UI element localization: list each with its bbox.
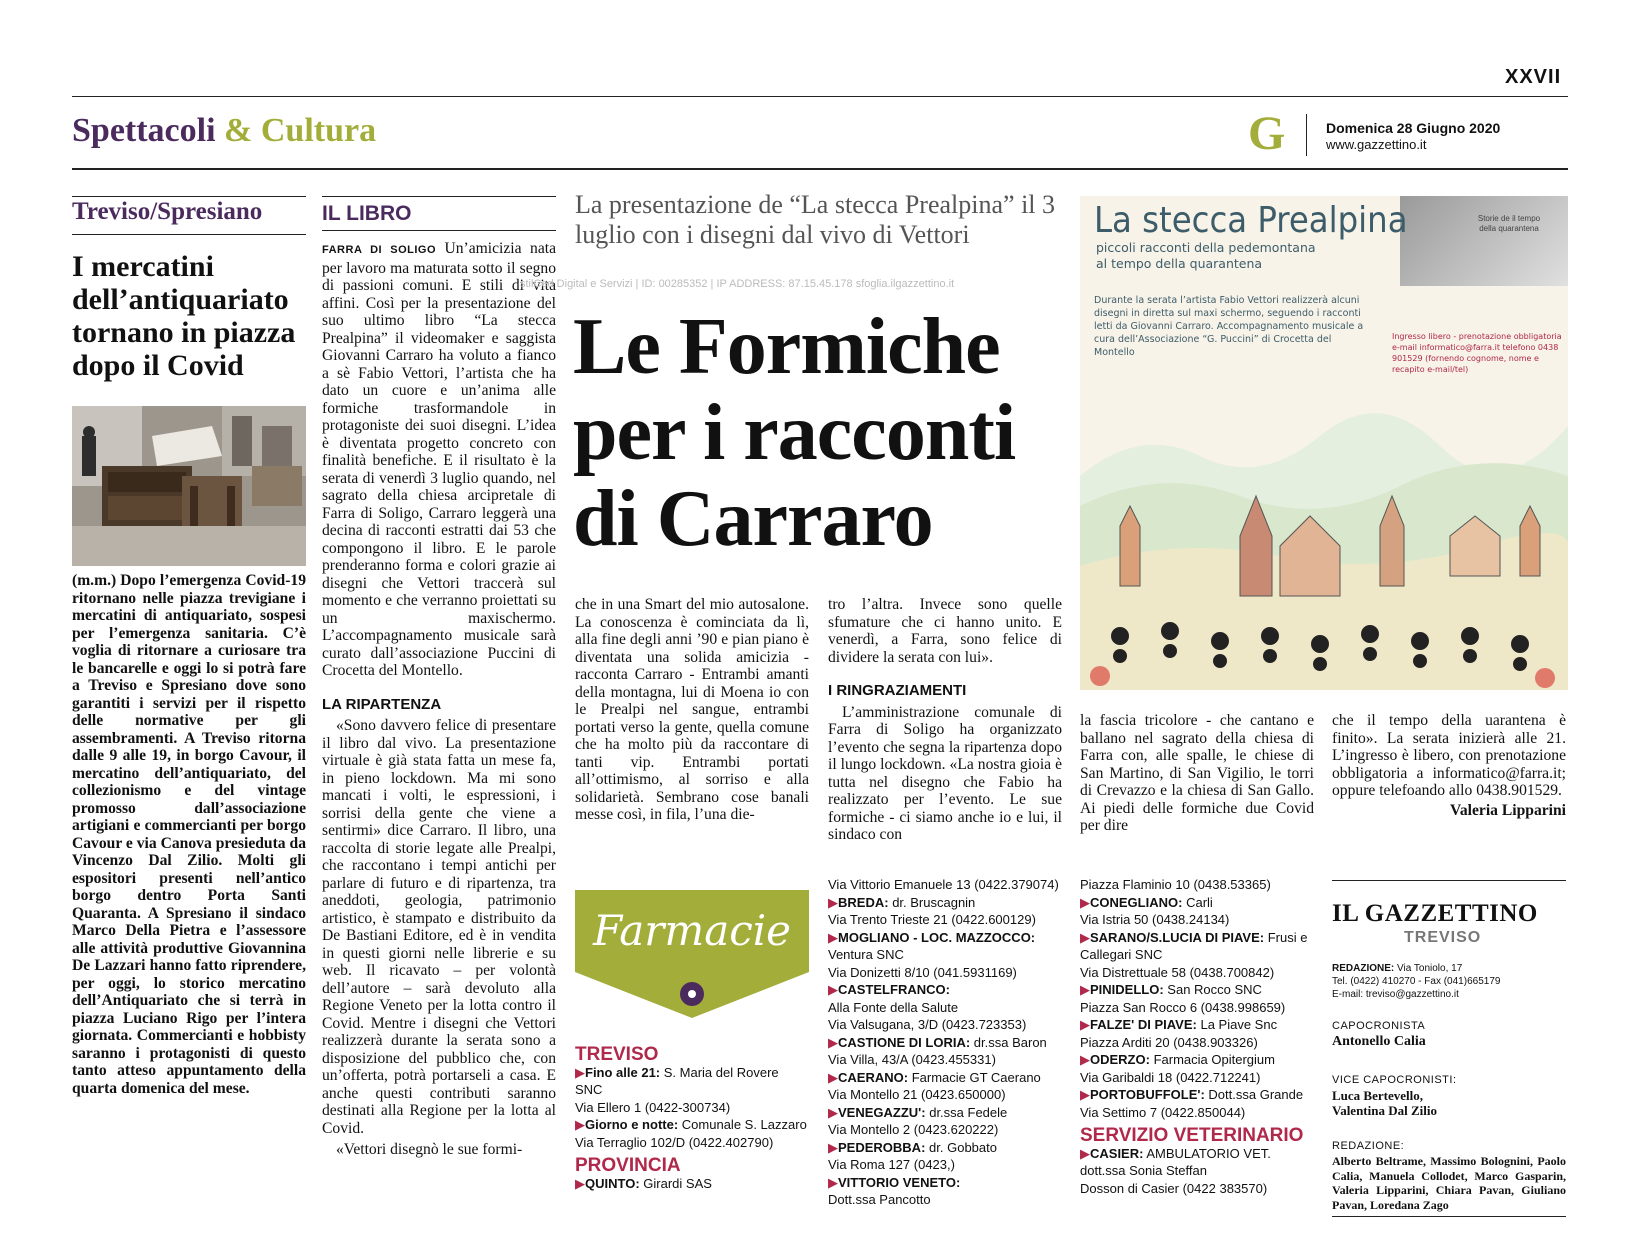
masthead-top-rule [1332,880,1566,881]
pharmacy-entry: ▶CONEGLIANO: Carli [1080,894,1213,910]
subhead-ripartenza: LA RIPARTENZA [322,695,442,713]
pharmacy-entry: Alla Fonte della Salute [828,999,959,1015]
antique-market-photo [72,406,306,566]
poster-photo-caption: Storie de il tempo della quarantena [1477,214,1541,233]
article-lead-paragraph [322,240,556,680]
arrow-icon: ▶ [575,1064,585,1080]
pharmacy-entry: ▶ODERZO: Farmacia Opitergium [1080,1052,1275,1067]
mercatini-body-text: (m.m.) Dopo l’emergenza Covid-19 ritornano nelle piazza trevigiane i mercatini di antiquariato, sospesi per l’emergenza sanitaria. C’è voglia di ritornare a curiosare tra le bancarelle e oggi lo si potrà fare a Treviso e Spresiano dove sono garantiti i servizi per il rispetto delle normative per gli assembramenti. A Treviso ritorna dalle 9 alle 19, in borgo Cavour, il mercatino dell’antiquariato, del collezionismo e del vintage promosso dall’associazione artigiani e commercianti per borgo Cavour e via Canova presieduta da Vincenzo Dal Zilio. Molti gli espositori presenti nell’antico borgo dentro Porta Santi Quaranta. A Spresiano il sindaco Marco Della Pietra e l’assessore alle attività produttive Giovannina De Lazzari hanno fatto riprendere, per oggi, lo storico mercatino dell’Antiquariato che si terrà in piazza Luciano Rigo per l’intera giornata. Commercianti e hobbisty saranno i protagonisti di questo tanto atteso appuntamento della quarta domenica del mese. [72,572,306,1097]
pharmacy-entry: ▶Fino alle 21: S. Maria del Rovere SNC [575,1064,779,1097]
libro-kicker: IL LIBRO [322,202,412,225]
pharmacies-treviso-list [575,1064,809,1152]
mercatini-kicker-rule [72,234,306,235]
article-col3 [575,596,809,824]
pharmacy-entry: ▶BREDA: dr. Bruscagnin [828,894,976,910]
ripartenza-end-text: «Vettori disegnò le sue formi- [336,1141,523,1158]
pharmacy-entry-quinto: ▶QUINTO: Girardi SAS [575,1175,712,1191]
pharmacy-entry: Via Valsugana, 3/D (0423.723353) [828,1017,1027,1032]
pharmacy-entry: Via Villa, 43/A (0423.455331) [828,1052,996,1067]
pharmacy-entry: Callegari SNC [1080,947,1163,962]
article-col4 [828,596,1062,844]
mercatini-headline: I mercatini dell’antiquariato tornano in piazza dopo il Covid [72,250,296,382]
pharmacy-entry: ▶CAERANO: Farmacie GT Caerano [828,1069,1041,1085]
logo-divider [1306,114,1307,156]
header-date: Domenica 28 Giugno 2020 [1326,120,1501,136]
poster-title: La stecca Prealpina [1094,200,1408,241]
ant-village-illustration [1080,386,1568,690]
pharmacy-entry: Via Vittorio Emanuele 13 (0422.379074) [828,877,1059,892]
arrow-icon: ▶ [1080,1052,1090,1067]
poster-subtitle [1096,240,1316,272]
header-top-rule [72,96,1568,97]
redazione-names: Alberto Beltrame, Massimo Bolognini, Paolo Calia, Manuela Collodet, Marco Gasparin, Valeria Lipparini, Chiara Pavan, Giuliano Pavan, Loredana Zago [1332,1154,1566,1212]
event-poster [1080,196,1568,690]
article-byline: Valeria Lipparini [1450,801,1566,819]
arrow-icon: ▶ [828,1069,838,1085]
pharmacy-entry: Via Istria 50 (0438.24134) [1080,912,1230,927]
arrow-icon: ▶ [1080,894,1090,910]
section-ampersand: & [224,112,253,149]
pharmacy-entry: Via Ellero 1 (0422-300734) [575,1099,731,1115]
article-subtitle: La presentazione de “La stecca Prealpina” il 3 luglio con i disegni dal vivo di Vettori [575,190,1056,249]
section-title [72,112,376,150]
vice-label: VICE CAPOCRONISTI: [1332,1074,1457,1086]
arrow-icon: ▶ [828,1104,838,1120]
pharmacy-entry: Ventura SNC [828,947,904,962]
pharmacy-entry: Via Trento Trieste 21 (0422.600129) [828,912,1036,927]
farmacie-badge [575,890,809,1020]
header-site-link[interactable]: www.gazzettino.it [1326,137,1427,152]
pharmacy-entry: Dott.ssa Pancotto [828,1192,931,1207]
arrow-icon: ▶ [1080,1087,1090,1102]
pharmacy-entry: Piazza San Rocco 6 (0438.998659) [1080,999,1286,1015]
mercatini-top-rule [72,196,306,197]
arrow-icon: ▶ [1080,1017,1090,1032]
capocronista-label: CAPOCRONISTA [1332,1020,1426,1032]
article-col6 [1332,712,1566,819]
pharmacy-entry: Piazza Flaminio 10 (0438.53365) [1080,877,1271,892]
arrow-icon: ▶ [575,1117,585,1132]
pharmacies-treviso [575,1046,809,1192]
header-bottom-rule [72,168,1568,170]
gazzettino-g-logo: G [1248,107,1286,160]
arrow-icon: ▶ [1080,982,1090,997]
ringraziamenti-text: L’amministrazione comunale di Farra di Soligo ha organizzato l’evento che segna la ripartenza dopo il lungo lockdown. «La nostra gioia è tutta nel disegno che Fabio ha realizzato per l’evento. Le sue formiche - ci siamo anche io e lui, il sindaco con [828,703,1062,843]
pharmacy-entry: Via Garibaldi 18 (0422.712241) [1080,1069,1261,1085]
arrow-icon: ▶ [828,1174,838,1190]
antique-market-illustration [72,406,306,566]
page-number: XXVII [1505,66,1562,88]
libro-kicker-rule [322,230,556,231]
article-lead [322,240,556,1159]
redazione-address: Via Toniolo, 17 [1397,963,1463,974]
section-name-spettacoli: Spettacoli [72,112,216,149]
pharmacy-entry: ▶CASTIONE DI LORIA: dr.ssa Baron [828,1034,1047,1050]
pharmacy-entry: ▶CASTELFRANCO: [828,982,950,997]
pharmacy-entry: ▶PEDEROBBA: dr. Gobbato [828,1139,997,1155]
poster-info: Ingresso libero - prenotazione obbligatoria e-mail informatico@farra.it telefono 0438 901529 (fornendo cognome, nome e recapito e-mail/tel) [1392,332,1562,374]
pharmacy-entry: ▶FALZE' DI PIAVE: La Piave Snc [1080,1017,1278,1032]
vice-name-2: Valentina Dal Zilio [1332,1103,1437,1118]
article-col4-text: tro l’altra. Invece sono quelle sfumature che ci hanno unito. E venerdì, a Farra, sono felice di dividere la serata con lui». [828,596,1062,666]
pharmacy-entry: ▶PORTOBUFFOLE': Dott.ssa Grande [1080,1087,1304,1102]
redazione-label: REDAZIONE: [1332,963,1395,974]
masthead-contacts [1332,962,1566,1001]
masthead-email: E-mail: treviso@gazzettino.it [1332,989,1459,1000]
veterinary-entry: ▶CASIER: AMBULATORIO VET. [1080,1145,1271,1161]
pharmacy-entry: Via Roma 127 (0423,) [828,1157,955,1172]
arrow-icon: ▶ [828,1139,838,1155]
pharmacy-entry: ▶MOGLIANO - LOC. MAZZOCCO: [828,929,1036,945]
pharmacies-provincia-list-2 [1080,876,1314,1197]
capocronista-name: Antonello Calia [1332,1034,1426,1049]
arrow-icon: ▶ [1080,929,1090,945]
pharmacy-entry: Via Montello 21 (0423.650000) [828,1087,1006,1102]
poster-subtitle-line-2: al tempo della quarantena [1096,256,1263,271]
masthead-bottom-rule [1332,1216,1566,1217]
vice-name-1: Luca Bertevello, [1332,1088,1423,1103]
pharmacy-entry: ▶Giorno e notte: Comunale S. Lazzaro [575,1117,807,1132]
article-col5 [1080,712,1314,835]
masthead-city: TREVISO [1404,929,1482,946]
masthead-tel: Tel. (0422) 410270 - Fax (041)665179 [1332,976,1501,987]
subhead-ringraziamenti: I RINGRAZIAMENTI [828,682,967,699]
pharmacy-entry: Via Settimo 7 (0422.850044) [1080,1104,1246,1120]
article-col5-text: la fascia tricolore - che cantano e ballano nel sagrato della chiesa di Farra con, alle spalle, le chiese di San Martino, di San Vigilio, le torri di Crevazzo e la chiesa di San Gallo. Ai piedi delle formiche due Covid per dire [1080,712,1314,834]
poster-author-photo [1400,196,1568,286]
veterinary-entry: Dosson di Casier (0422 383570) [1080,1180,1268,1196]
article-dateline: FARRA DI SOLIGO [322,244,437,256]
mercatini-body [72,572,306,1097]
pharmacy-entry: Via Montello 2 (0423.620222) [828,1122,999,1137]
pharmacy-entry: Via Donizetti 8/10 (041.5931169) [828,964,1017,980]
pharmacies-provincia-heading: PROVINCIA [575,1155,681,1176]
pharmacies-provincia-list-1 [828,876,1062,1209]
farmacie-badge-label: Farmacie [592,906,792,955]
pharmacy-entry: ▶PINIDELLO: San Rocco SNC [1080,982,1262,997]
redazione-names-label: REDAZIONE: [1332,1140,1405,1152]
arrow-icon: ▶ [828,982,838,997]
veterinary-list [1080,1145,1314,1198]
main-headline: Le Formiche per i racconti di Carraro [573,303,1016,563]
pharmacy-entry: ▶VITTORIO VENETO: [828,1174,961,1190]
poster-subtitle-line-1: piccoli racconti della pedemontana [1096,240,1316,255]
pharmacy-entry: Via Terraglio 102/D (0422.402790) [575,1134,774,1150]
pharmacy-entry: Via Distrettuale 58 (0438.700842) [1080,964,1275,980]
arrow-icon: ▶ [1080,1145,1090,1161]
pharmacies-treviso-heading: TREVISO [575,1044,659,1065]
article-lead-text: Un’amicizia nata per lavoro ma maturata sotto il segno di passioni comuni. E stili di vita affini. Così per la presentazione del suo ultimo libro “La stecca Prealpina” il videomaker e saggista Giovanni Carraro ha voluto a fianco a sè Fabio Vettori, l’artista che ha dato un cuore e un’anima alle formiche trasformandole in protagoniste dei suoi disegni. L’idea è diventata progetto concreto con finalità benefiche. E il risultato è la serata di venerdì 3 luglio quando, nel sagrato della chiesa arcipretale di Farra di Soligo, Carraro leggerà una decina di racconti estratti dai 53 che compongono il libro. E le parole prenderanno forma e colori grazie ai disegni che Vettori traccerà sul momento e che verranno proiettati su un maxischermo. L’accompagnamento musicale sarà curato dall’associazione Puccini di Crocetta del Montello. [322,240,556,679]
arrow-icon: ▶ [828,1034,838,1050]
poster-description: Durante la serata l’artista Fabio Vettori realizzerà alcuni disegni in diretta sul maxi schermo, seguendo i racconti letti da Giovanni Carraro. Accompagnamento musicale a cura dell’Associazione “G. Puccini” di Crocetta del Montello [1094,295,1364,358]
veterinary-entry: dott.ssa Sonia Steffan [1080,1163,1207,1178]
mercatini-kicker: Treviso/Spresiano [72,198,263,225]
article-col6-text: che il tempo della uarantena è finito». La serata inizierà alle 21. L’ingresso è libero, con prenotazione obbligatoria a informatico@farra.it; oppure telefoando allo 0438.901529. [1332,712,1566,799]
section-name-cultura: Cultura [260,112,377,149]
pharmacy-entry: ▶VENEGAZZU': dr.ssa Fedele [828,1104,1008,1120]
veterinary-heading: SERVIZIO VETERINARIO [1080,1125,1304,1146]
digital-watermark: stilCed Digital e Servizi | ID: 00285352 | IP ADDRESS: 87.15.45.178 sfoglia.ilgazzettino.it [520,278,955,290]
gazzettino-masthead-logo: IL GAZZETTINO [1332,900,1538,927]
libro-top-rule [322,196,556,197]
arrow-icon: ▶ [828,894,838,910]
arrow-icon: ▶ [828,929,838,945]
pharmacy-entry: Piazza Arditi 20 (0438.903326) [1080,1034,1258,1050]
article-col3-text: che in una Smart del mio autosalone. La conoscenza è cominciata da lì, alla fine degli anni ’90 e pian piano è diventata una solida amicizia - racconta Carraro - Entrambi amanti della montagna, lui di Moena io con le Prealpi nel sangue, entrambi portati verso la gente, quella comune che ha molto più da raccontare di tanti vip. Entrambi portati all’ottimismo, al sorriso e alla solidarietà. Sembrano cose banali messe così, in fila, l’una die- [575,596,809,823]
ripartenza-text: «Sono davvero felice di presentare il libro dal vivo. La presentazione virtuale è già stata fatta un mese fa, in pieno lockdown. Ma mi sono mancati i volti, le espressioni, i sorrisi della gente che viene a sentirmi» dice Carraro. Il libro, una raccolta di storie legate alle Prealpi, che raccontano i tempi antichi per parlare di futuro e di ripartenza, tra aneddoti, geologia, patrimonio artistico, è stampato e distribuito da De Bastiani Editore, ed è in vendita in questi giorni nelle librerie e su web. Il ricavato – per volontà dell’autore – sarà devoluto alla Regione Veneto per la lotta contro il Covid. Mentre i disegni che Vettori realizzerà durante la serata sono a disposizione del pubblico che, con un’offerta, potrà portarseli a casa. E anche questi contributi saranno destinati alla Regione per la lotta al Covid. [322,717,556,1137]
pharmacy-entry: ▶SARANO/S.LUCIA DI PIAVE: Frusi e [1080,929,1308,945]
